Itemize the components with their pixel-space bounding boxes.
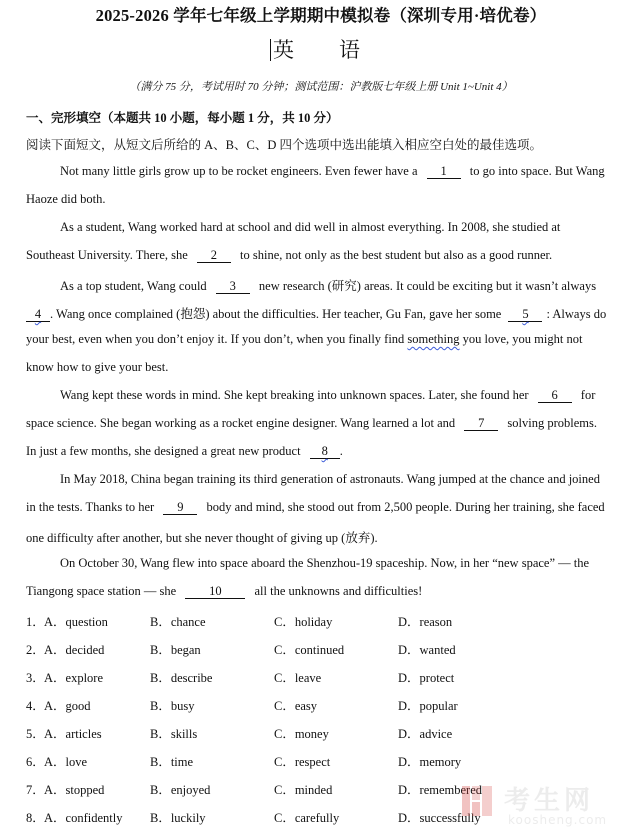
passage-text: body and mind, she stood out from 2,500 people. During her training, she faced — [206, 500, 605, 514]
question-number: 5． — [26, 727, 45, 741]
option-a: A．love — [44, 755, 88, 769]
passage-text: Not many little girls grow up to be rocket engineers. Even fewer have a — [60, 164, 418, 178]
option-c: C．money — [274, 727, 329, 741]
passage-text: new research (研究) areas. It could be exciting but it wasn’t always — [258, 279, 597, 293]
exam-info: （满分 75 分，考试用时 70 分钟；测试范围：沪教版七年级上册 Unit 1~Unit 4） — [129, 81, 513, 93]
subject-heading — [0, 34, 642, 64]
koosheng-logo-icon — [460, 784, 494, 818]
option-d: D．protect — [398, 671, 455, 685]
option-b: B．describe — [150, 671, 213, 685]
option-d: D．remembered — [398, 783, 482, 797]
blank-8: 8 — [310, 445, 340, 459]
text-cursor — [270, 39, 271, 61]
blank-6: 6 — [538, 389, 572, 403]
option-d: D．reason — [398, 615, 453, 629]
exam-title: 2025-2026 学年七年级上学期期中模拟卷（深圳专用·培优卷） — [95, 6, 547, 25]
passage-text: Tiangong space station — she — [26, 584, 177, 598]
passage-line — [26, 416, 597, 431]
section-instruction: 阅读下面短文，从短文后所给的 A、B、C、D 四个选项中选出能填入相应空白处的最佳选项。 — [26, 138, 542, 152]
option-a: A．good — [44, 699, 91, 713]
passage-text: in the tests. Thanks to her — [26, 500, 155, 514]
passage-text: As a top student, Wang could — [60, 279, 207, 293]
passage-text: . Wang once complained (抱怨) about the difficulties. Her teacher, Gu Fan, gave her some — [50, 307, 502, 321]
passage-line — [26, 304, 606, 322]
question-number: 4． — [26, 699, 45, 713]
option-b: B．chance — [150, 615, 206, 629]
passage-text: space science. She began working as a rocket engine designer. Wang learned a lot and — [26, 416, 456, 430]
question-number: 1． — [26, 615, 45, 629]
option-d: D．memory — [398, 755, 462, 769]
question-number: 6． — [26, 755, 45, 769]
option-a: A．stopped — [44, 783, 105, 797]
passage-line — [60, 164, 605, 179]
watermark — [460, 780, 640, 830]
option-a: A．articles — [44, 727, 102, 741]
option-c: C．leave — [274, 671, 322, 685]
option-d: D．advice — [398, 727, 453, 741]
passage-text: all the unknowns and difficulties! — [254, 584, 423, 598]
passage-text-marked: something — [407, 332, 460, 346]
option-a: A．confidently — [44, 811, 123, 825]
option-d: D．popular — [398, 699, 458, 713]
option-b: B．busy — [150, 699, 195, 713]
watermark-url: koosheng.com — [508, 813, 608, 827]
passage-line — [26, 500, 605, 515]
blank-1: 1 — [427, 165, 461, 179]
passage-text: : Always do — [546, 307, 607, 321]
watermark-text: 考生网 — [504, 786, 595, 816]
blank-10: 10 — [185, 585, 245, 599]
option-c: C．continued — [274, 643, 345, 657]
passage-line — [26, 444, 343, 459]
option-c: C．holiday — [274, 615, 333, 629]
passage-text: Southeast University. There, she — [26, 248, 188, 262]
option-a: A．decided — [44, 643, 105, 657]
option-d: D．wanted — [398, 643, 456, 657]
option-c: C．respect — [274, 755, 331, 769]
passage-line: On October 30, Wang flew into space aboard the Shenzhou-19 spaceship. Now, in her “new space” — the — [60, 556, 590, 570]
passage-line: Haoze did both. — [26, 192, 106, 206]
option-c: C．minded — [274, 783, 333, 797]
subject-label: 英 语 — [273, 38, 372, 62]
option-a: A．question — [44, 615, 108, 629]
passage-line: As a student, Wang worked hard at school and did well in almost everything. In 2008, she studied at — [60, 220, 561, 234]
section-heading: 一、完形填空（本题共 10 小题，每小题 1 分，共 10 分） — [26, 111, 339, 125]
passage-line: know how to give your best. — [26, 360, 169, 374]
option-b: B．luckily — [150, 811, 206, 825]
passage-text: In just a few months, she designed a great new product — [26, 444, 301, 458]
question-number: 2． — [26, 643, 45, 657]
passage-text: for — [580, 388, 596, 402]
option-b: B．began — [150, 643, 201, 657]
option-c: C．easy — [274, 699, 318, 713]
passage-line — [60, 276, 596, 294]
passage-text: to go into space. But Wang — [469, 164, 605, 178]
passage-line — [60, 388, 595, 403]
question-number: 8． — [26, 811, 45, 825]
option-b: B．skills — [150, 727, 198, 741]
passage-text: to shine, not only as the best student but also as a good runner. — [240, 248, 553, 262]
blank-5: 5 — [508, 308, 542, 322]
option-d: D．successfully — [398, 811, 481, 825]
passage-text: solving problems. — [507, 416, 598, 430]
question-number: 3． — [26, 671, 45, 685]
passage-line: In May 2018, China began training its third generation of astronauts. Wang jumped at the chance and joined — [60, 472, 600, 486]
blank-9: 9 — [163, 501, 197, 515]
blank-2: 2 — [197, 249, 231, 263]
option-c: C．carefully — [274, 811, 340, 825]
passage-line — [26, 332, 582, 347]
option-b: B．enjoyed — [150, 783, 211, 797]
option-b: B．time — [150, 755, 194, 769]
passage-text: Wang kept these words in mind. She kept breaking into unknown spaces. Later, she found her — [60, 388, 529, 402]
option-a: A．explore — [44, 671, 104, 685]
passage-text: you love, you might not — [462, 332, 583, 346]
blank-7: 7 — [464, 417, 498, 431]
blank-4: 4 — [26, 308, 50, 322]
question-number: 7． — [26, 783, 45, 797]
passage-line — [26, 584, 422, 599]
blank-3: 3 — [216, 280, 250, 294]
passage-text: your best, even when you don’t enjoy it. If you don’t, when you finally find — [26, 332, 405, 346]
passage-line: one difficulty after another, but she never thought of giving up (放弃). — [26, 531, 378, 545]
passage-line — [26, 248, 552, 263]
passage-text: . — [339, 444, 343, 458]
